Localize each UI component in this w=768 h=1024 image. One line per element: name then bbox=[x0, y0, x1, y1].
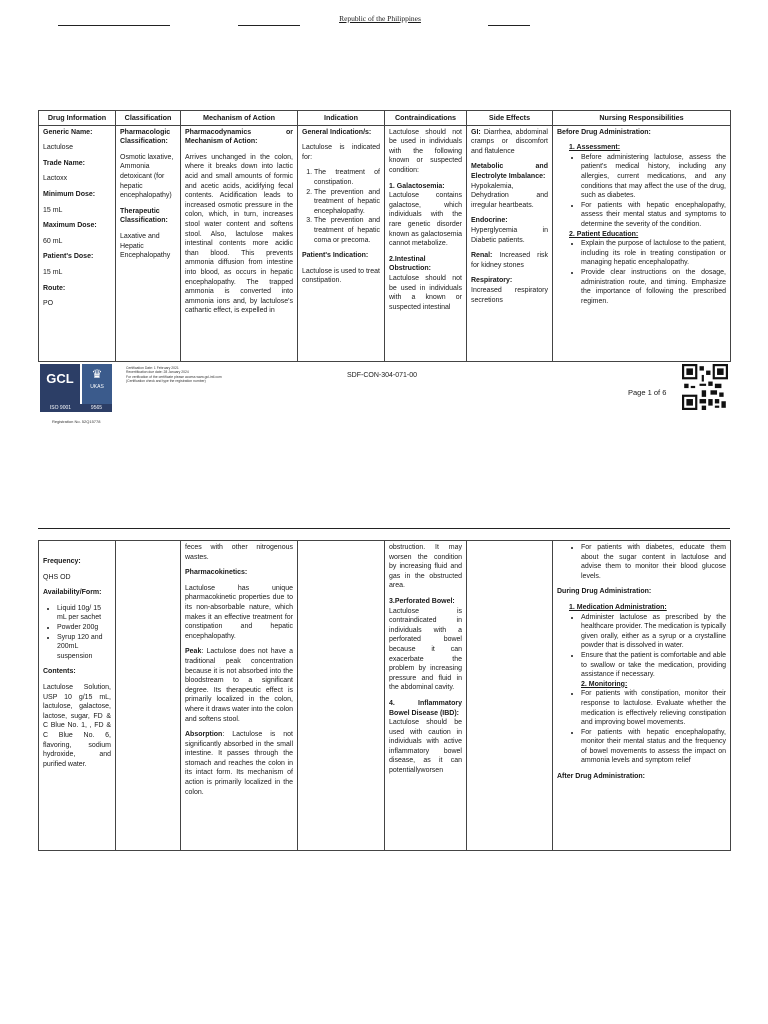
patient-dose-value: 15 mL bbox=[43, 268, 63, 276]
frequency-value: QHS OD bbox=[43, 573, 71, 581]
list-item: • Provide clear instructions on the dosage, administration route, and timing. Emphasize the importance of following the prescribed regimen. bbox=[581, 268, 726, 306]
contra-item-text: Lactulose is contraindicated in individuals with a perforated bowel because it can exacerbate the problem by increasing pressure and fluid in the abdominal cavity. bbox=[389, 607, 462, 692]
side-resp-label: Respiratory: bbox=[471, 277, 513, 285]
trade-name-label: Trade Name: bbox=[43, 159, 86, 167]
list-item: • Administer lactulose as prescribed by the healthcare provider. The medication is typically given orally, either as a syrup or a crystalline powder that is dissolved in water. bbox=[581, 613, 726, 651]
iso-bar bbox=[40, 404, 112, 412]
table-header-row bbox=[39, 111, 731, 126]
monitoring-list bbox=[557, 689, 726, 766]
medication-admin-title: 1. Medication Administration: bbox=[569, 603, 667, 611]
drug-study-table-page1 bbox=[38, 110, 731, 362]
contra-item-title: 1. Galactosemia: bbox=[389, 182, 445, 190]
list-item: • Ensure that the patient is comfortable and able to swallow or take the medication, providing assistance if necessary. bbox=[581, 651, 726, 680]
min-dose-value: 15 mL bbox=[43, 206, 63, 214]
page-divider bbox=[38, 528, 730, 529]
mechanism-cell bbox=[181, 541, 298, 851]
pharmacokinetics-label: Pharmacokinetics: bbox=[185, 569, 248, 577]
assessment-list bbox=[557, 153, 726, 230]
list-item: • Powder 200g bbox=[57, 623, 111, 633]
mechanism-cell bbox=[181, 125, 298, 361]
drug-study-table-page2 bbox=[38, 540, 731, 851]
col-header-indication: Indication bbox=[298, 111, 385, 126]
crown-icon: ♛ bbox=[91, 367, 103, 381]
pharmacologic-class-label: Pharmacologic Classification: bbox=[120, 128, 171, 146]
frequency-label: Frequency: bbox=[43, 558, 81, 565]
generic-name-value: Lactulose bbox=[43, 144, 73, 152]
patient-dose-label: Patient's Dose: bbox=[43, 253, 94, 261]
page-number: Page 1 of 6 bbox=[628, 388, 667, 397]
qr-code-icon bbox=[682, 364, 728, 410]
trade-name-value: Lactoxx bbox=[43, 175, 68, 183]
pharmacokinetics-text: Lactulose has unique pharmacokinetic properties due to its non-absorbable nature, which makes it an effective treatment for constipation and hepatic encephalopathy. bbox=[185, 584, 293, 640]
contra-item-text: Lactulose should be used with caution in individuals with active inflammatory bowel disease, as it can potentiallyworsen bbox=[389, 719, 462, 775]
therapeutic-class-value-1: Laxative and bbox=[120, 232, 160, 240]
iso-text: ISO 9001 bbox=[49, 405, 72, 411]
contra-item-title: 4. Inflammatory Bowel Disease (IBD): bbox=[389, 699, 462, 717]
max-dose-label: Maximum Dose: bbox=[43, 222, 97, 230]
monitoring-title: 2. Monitoring: bbox=[581, 680, 628, 688]
ukas-logo bbox=[82, 364, 112, 404]
during-admin-heading: During Drug Administration: bbox=[557, 588, 652, 596]
contra-intro: Lactulose should not be used in individuals with the following known or suspected condition: bbox=[389, 128, 462, 174]
side-meta-label: Metabolic and Electrolyte Imbalance: bbox=[471, 163, 548, 180]
mechanism-text: Arrives unchanged in the colon, where it breaks down into lactic acid and small amounts of formic and acetic acids, acidifying fecal contents. Acidification leads to increased osmotic pressure in the colon, which, in turn, increases stool water content and softens stool. Also, lactulose makes intestinal contents more acidic than blood. This prevents ammonia diffusion from intestine into blood, as occurs in hepatic encephalopathy. The trapped ammonia is converted into ammonia ions and, by lactulose's cathartic effect, is expelled in bbox=[185, 153, 293, 315]
col-header-contraindications: Contraindications bbox=[385, 111, 467, 126]
side-gi-label: GI: bbox=[471, 128, 481, 136]
general-indication-label: General Indication/s: bbox=[302, 128, 372, 136]
header-line-1 bbox=[58, 25, 170, 26]
before-admin-heading: Before Drug Administration: bbox=[557, 128, 651, 136]
min-dose-label: Minimum Dose: bbox=[43, 190, 96, 198]
republic-header: Republic of the Philippines bbox=[339, 14, 421, 23]
col-header-side-effects: Side Effects bbox=[467, 111, 553, 126]
list-item: • For patients with hepatic encephalopathy, assess their mental status and symptoms to determine the severity of the condition. bbox=[581, 201, 726, 230]
classification-cell bbox=[116, 541, 181, 851]
absorption-paragraph bbox=[185, 730, 293, 797]
assessment-title: 1. Assessment: bbox=[569, 144, 621, 152]
side-endo-text: Hyperglycemia in Diabetic patients. bbox=[471, 226, 548, 244]
list-item: • For patients with diabetes, educate them about the sugar content in lactulose and advise them to monitor their blood glucose levels. bbox=[581, 543, 726, 581]
therapeutic-class-label: Therapeutic Classification: bbox=[120, 207, 168, 225]
table-row bbox=[39, 125, 731, 361]
side-renal-text: Increased risk for kidney stones bbox=[471, 252, 548, 269]
ukas-text: UKAS bbox=[90, 384, 104, 390]
list-item: 2. The prevention and treatment of hepatic encephalopathy. bbox=[314, 188, 380, 217]
col-header-mechanism: Mechanism of Action bbox=[181, 111, 298, 126]
medication-admin-list bbox=[557, 613, 726, 680]
gcl-logo-text: GCL bbox=[46, 371, 74, 386]
table-row bbox=[39, 541, 731, 851]
document-code: SDF-CON-304-071-00 bbox=[347, 372, 418, 379]
nursing-cell bbox=[553, 125, 731, 361]
patient-education-title: 2. Patient Education: bbox=[569, 230, 639, 238]
contra-item-title: 2.Intestinal Obstruction: bbox=[389, 255, 431, 273]
certification-text: Certification Date: 1 February 2021 Recertification due date: 28 January 2024 For verification of the certificate please access www.gcl-intl.com (Certification check and type the registration number) bbox=[126, 366, 222, 384]
generic-name-label: Generic Name: bbox=[43, 128, 93, 136]
pharmacologic-class-value: Osmotic laxative, Ammonia detoxicant (for hepatic encephalopathy) bbox=[120, 153, 174, 200]
contents-text: Lactulose Solution, USP 10 g/15 mL, lactulose, galactose, lactose, sugar, FD & C Blue No. 1, , FD & C Blue No. 6, flavoring, sodium hydroxide, and purified water. bbox=[43, 683, 111, 768]
side-gi bbox=[471, 128, 548, 157]
list-item: • Liquid 10g/ 15 mL per sachet bbox=[57, 604, 111, 623]
list-item: 1. The treatment of constipation. bbox=[314, 168, 380, 187]
education-list bbox=[557, 239, 726, 306]
therapeutic-class-value-2: Hepatic Encephalopathy bbox=[120, 242, 171, 260]
drug-info-cell bbox=[39, 125, 116, 361]
availability-label: Availability/Form: bbox=[43, 589, 102, 597]
max-dose-value: 60 mL bbox=[43, 237, 63, 245]
side-renal-label: Renal: bbox=[471, 252, 493, 260]
absorption-label: Absorption bbox=[185, 731, 223, 739]
absorption-text: : Lactulose is not significantly absorbed in the small intestine. It passes through the stomach and reaches the colon in its intact form. Its mechanism of action is primarily localized in the colon. bbox=[185, 731, 293, 796]
contra-item-text: Lactulose contains galactose, which individuals with the rare genetic disorder known as galactosemia cannot metabolize. bbox=[389, 192, 462, 248]
side-effects-cell bbox=[467, 541, 553, 851]
peak-paragraph bbox=[185, 647, 293, 724]
patient-indication-label: Patient's Indication: bbox=[302, 252, 369, 260]
nursing-cell bbox=[553, 541, 731, 851]
availability-list bbox=[43, 604, 111, 662]
iso-number: 9565 bbox=[90, 405, 103, 411]
side-meta-text: Hypokalemia, Dehydration and irregular heartbeats. bbox=[471, 182, 548, 209]
contra-continued: obstruction. It may worsen the condition by increasing fluid and gas in the obstructed area. bbox=[389, 544, 462, 590]
col-header-drug-info: Drug Information bbox=[39, 111, 116, 126]
route-value: PO bbox=[43, 300, 54, 308]
list-item: • Before administering lactulose, assess the patient's medical history, including any allergies, current medications, and any conditions that may affect the use of the drug, such as diabetes. bbox=[581, 153, 726, 201]
pharmacodynamics-heading: Pharmacodynamics or Mechanism of Action: bbox=[185, 128, 293, 146]
contents-label: Contents: bbox=[43, 668, 76, 676]
indication-cell bbox=[298, 541, 385, 851]
patient-indication-text: Lactulose is used to treat constipation. bbox=[302, 267, 380, 285]
list-item: • For patients with hepatic encephalopathy, monitor their mental status and the frequency of bowel movements to assess the impact on ammonia levels and symptom relief bbox=[581, 728, 726, 766]
after-admin-heading: After Drug Administration: bbox=[557, 773, 646, 781]
general-indication-text: Lactulose is indicated for: bbox=[302, 144, 380, 161]
contra-item-title: 3.Perforated Bowel: bbox=[389, 597, 455, 605]
route-label: Route: bbox=[43, 284, 66, 292]
header-line-3 bbox=[488, 25, 530, 26]
contra-item-text: Lactulose should not be used in individuals with a known or suspected intestinal bbox=[389, 274, 462, 311]
classification-cell bbox=[116, 125, 181, 361]
list-item: 3. The prevention and treatment of hepatic coma or precoma. bbox=[314, 216, 380, 245]
side-gi-text: Diarrhea, abdominal cramps or discomfort and flatulence bbox=[471, 128, 548, 155]
header-line-2 bbox=[238, 25, 300, 26]
indication-cell bbox=[298, 125, 385, 361]
col-header-nursing: Nursing Responsibilities bbox=[553, 111, 731, 126]
side-endo-label: Endocrine: bbox=[471, 217, 508, 225]
contraindications-cell bbox=[385, 125, 467, 361]
gcl-logo bbox=[40, 364, 80, 404]
list-item: • For patients with constipation, monitor their response to lactulose. Evaluate whether the medication is effectively relieving constipation and improving bowel movements. bbox=[581, 689, 726, 727]
list-item: • Syrup 120 and 200mL suspension bbox=[57, 633, 111, 662]
side-resp-text: Increased respiratory secretions bbox=[471, 286, 548, 304]
registration-number: Registration No. 52Q15778 bbox=[52, 419, 101, 424]
list-item: • Explain the purpose of lactulose to the patient, including its role in treating constipation or managing hepatic encephalopathy. bbox=[581, 239, 726, 268]
indication-list bbox=[302, 168, 380, 245]
peak-text: : Lactulose does not have a traditional peak concentration because it is not absorbed into the bloodstream to a significant degree. Its therapeutic effect is primarily localized in the colon, where it draws water into the colon and softens stool. bbox=[185, 648, 293, 723]
diabetes-list bbox=[557, 543, 726, 581]
mechanism-continued: feces with other nitrogenous wastes. bbox=[185, 544, 293, 561]
contraindications-cell bbox=[385, 541, 467, 851]
col-header-classification: Classification bbox=[116, 111, 181, 126]
side-renal bbox=[471, 251, 548, 270]
side-effects-cell bbox=[467, 125, 553, 361]
drug-info-cell bbox=[39, 541, 116, 851]
peak-label: Peak bbox=[185, 648, 202, 656]
